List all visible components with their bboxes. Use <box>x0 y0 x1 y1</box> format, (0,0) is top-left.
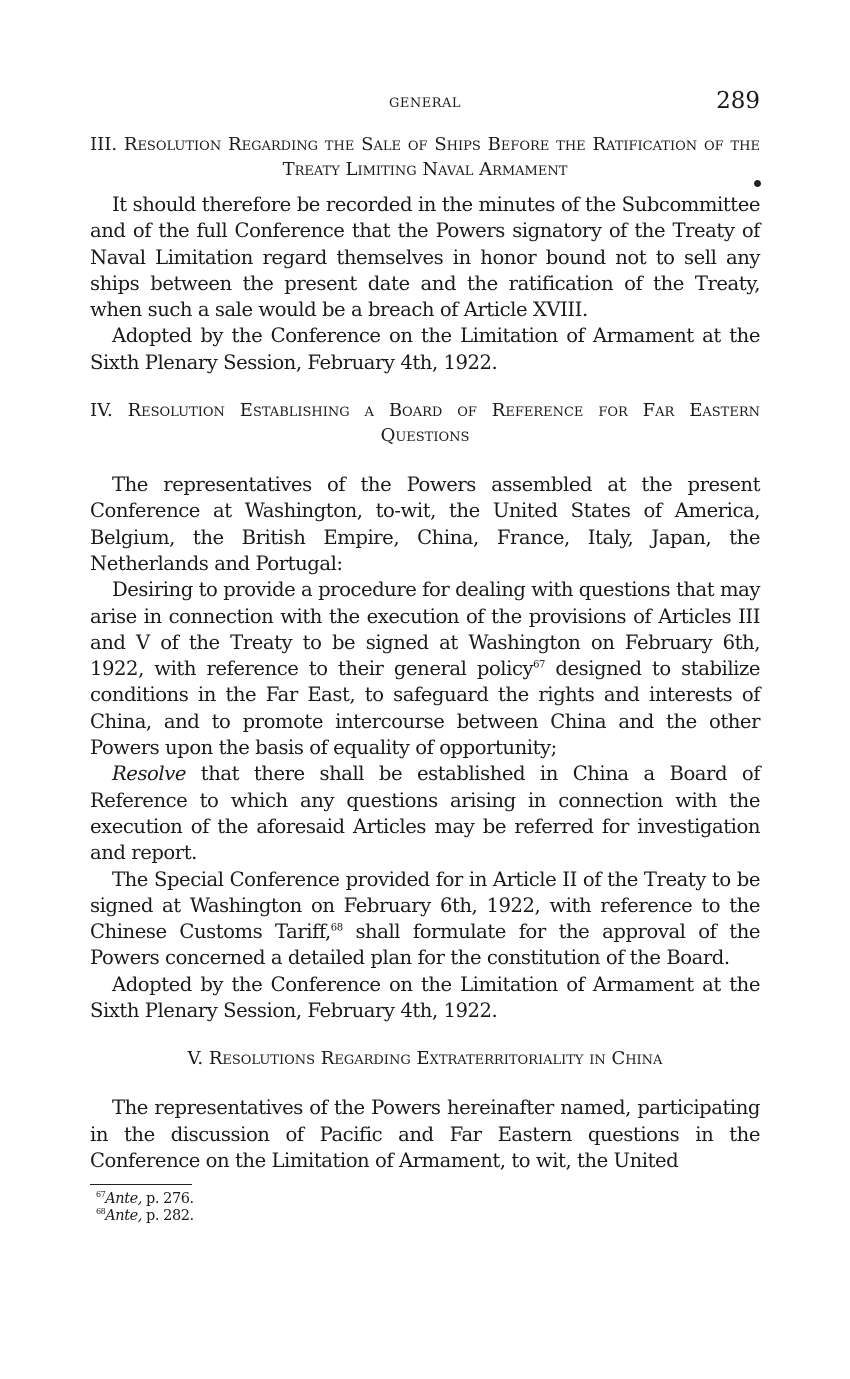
section-4-paragraph-5: Adopted by the Conference on the Limitation of Armament at the Sixth Plenary Session, February 4th, 1922. <box>90 972 760 1023</box>
footnote-68 <box>90 1208 760 1225</box>
section-3-heading: III. Resolution Regarding the Sale of Ships Before the Ratification of the Treaty Limiting Naval Armament <box>90 134 760 180</box>
footnote-ref-67: 67 <box>533 659 545 671</box>
section-3-paragraph-2: Adopted by the Conference on the Limitation of Armament at the Sixth Plenary Session, February 4th, 1922. <box>90 324 760 374</box>
section-5-heading: V. Resolutions Regarding Extraterritoriality in China <box>187 1048 663 1070</box>
section-4-paragraph-4-part-2: shall formulate for the approval of the Powers concerned a detailed plan for the constitution of the Board. <box>90 920 761 970</box>
section-4-heading: IV. Resolution Establishing a Board of Reference for Far Eastern Questions <box>90 400 760 447</box>
footnote-68-ref: Ante, <box>105 1208 142 1225</box>
section-4-paragraph-2-part-2: designed to stabilize conditions in the Far East, to safeguard the rights and interests of China, and to promote intercourse between China and the other Powers upon the basis of equality of opportunity; <box>90 657 761 760</box>
footnote-68-page: p. 282. <box>146 1208 194 1225</box>
running-header <box>90 88 760 118</box>
footnote-67-page: p. 276. <box>146 1191 194 1208</box>
section-3-paragraph-1: It should therefore be recorded in the minutes of the Subcommittee and of the full Conference that the Powers signatory of the Treaty of Naval Limitation regard themselves in honor bound not to sell any ships between the present date and the ratification of the Treaty, when such a sale would be a breach of Article XVIII. <box>90 193 760 322</box>
running-title: GENERAL <box>388 96 462 111</box>
section-4-paragraph-3-text: that there shall be established in China a Board of Reference to which any questions arising in connection with the execution of the aforesaid Articles may be referred for investigation and report. <box>90 762 760 865</box>
footnote-67 <box>90 1191 760 1208</box>
section-4-paragraph-1: The representatives of the Powers assembled at the present Conference at Washington, to-wit, the United States of America, Belgium, the British Empire, China, France, Italy, Japan, the Netherlands and Portugal: <box>90 473 760 575</box>
section-4-paragraph-4-part-1: The Special Conference provided for in Article II of the Treaty to be signed at Washington on February 6th, 1922, with reference to the Chinese Customs Tariff, <box>90 867 760 944</box>
footnote-68-mark: 68 <box>96 1207 106 1217</box>
section-4-paragraph-4 <box>90 867 760 972</box>
book-page <box>90 88 760 1225</box>
section-5-paragraph-1: The representatives of the Powers hereinafter named, participating in the discussion of Pacific and Far Eastern questions in the Conference on the Limitation of Armament, to wit, the United <box>90 1096 760 1172</box>
resolve-keyword: Resolve <box>112 762 186 786</box>
footnote-ref-68: 68 <box>330 922 343 934</box>
footnote-67-ref: Ante, <box>105 1191 142 1208</box>
page-number: 289 <box>716 88 760 114</box>
section-4-paragraph-3 <box>90 761 760 866</box>
section-4-paragraph-2-part-1: Desiring to provide a procedure for dealing with questions that may arise in connection with the execution of the provisions of Articles III and V of the Treaty to be signed at Washington on February 6th, 1922, with reference to their general policy <box>90 578 760 681</box>
footnote-rule <box>90 1184 192 1185</box>
ink-dot <box>754 180 761 187</box>
footnote-67-mark: 67 <box>96 1190 106 1200</box>
section-4-paragraph-2 <box>90 577 760 761</box>
